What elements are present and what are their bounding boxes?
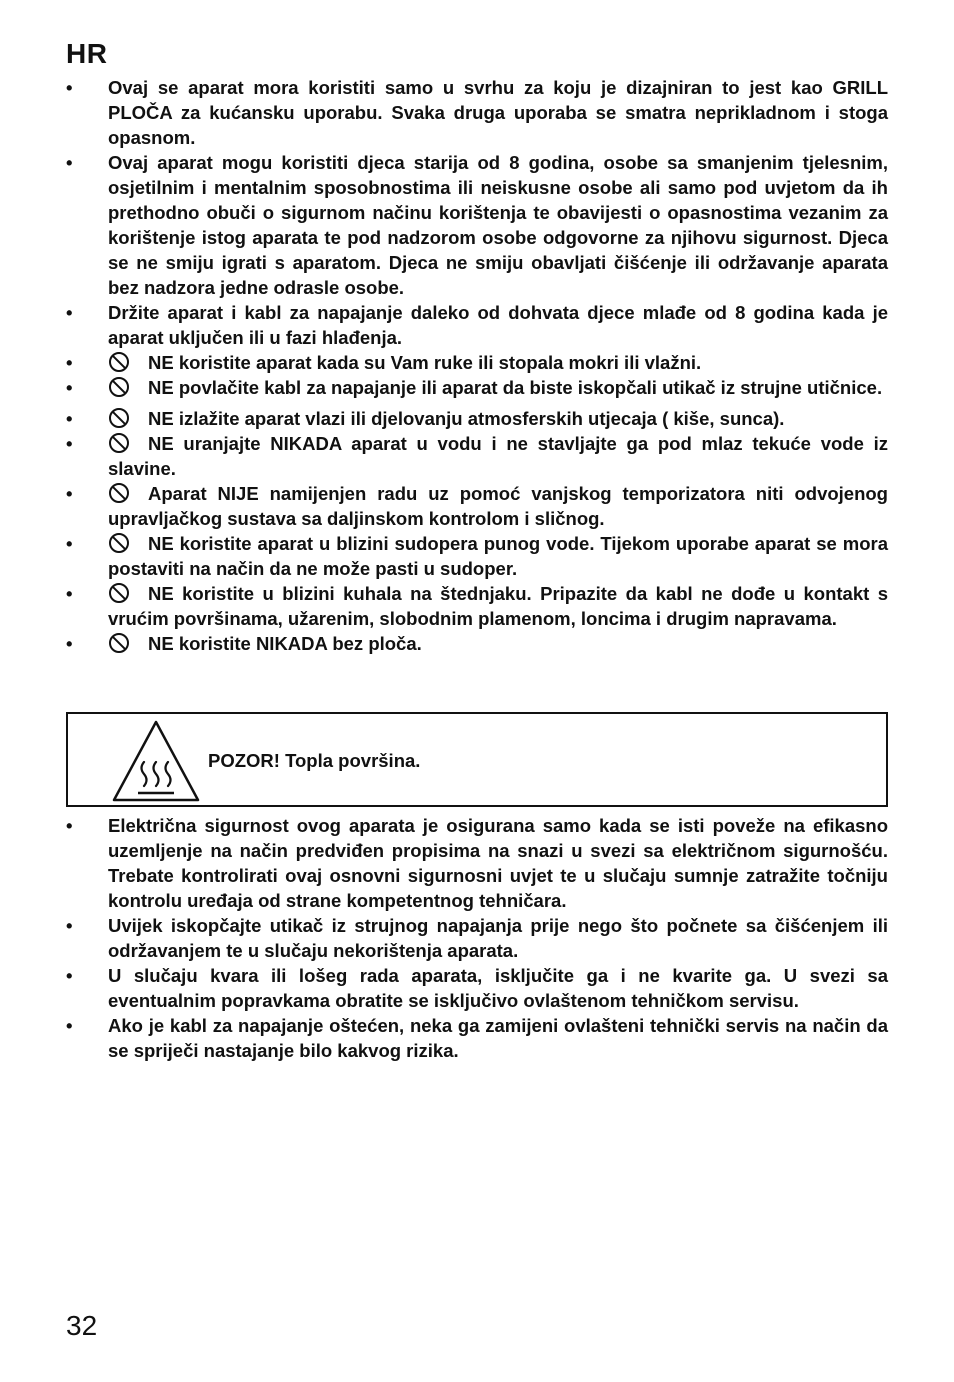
item-text: Ako je kabl za napajanje oštećen, neka ga zamijeni ovlašteni tehnički servis na način da se spriječi nastajanje bilo kakvog rizika.: [108, 1015, 888, 1061]
list-item: [66, 431, 888, 481]
bullet: •: [66, 77, 73, 98]
bullet: •: [66, 533, 73, 554]
prohibition-icon: [108, 482, 130, 504]
bullet: •: [66, 377, 73, 398]
item-text: Ovaj se aparat mora koristiti samo u svrhu za koju je dizajniran to jest kao GRILL PLOČA za kućansku uporabu. Svaka druga uporaba se smatra neprikladnom i stoga opasnom.: [108, 77, 888, 148]
warning-text: POZOR! Topla površina.: [208, 750, 421, 771]
item-text: NE povlačite kabl za napajanje ili aparat da biste iskopčali utikač iz strujne utičnice.: [148, 377, 883, 398]
item-text: U slučaju kvara ili lošeg rada aparata, isključite ga i ne kvarite ga. U svezi sa eventualnim popravkama obratite se isključivo ovlaštenom tehničkom servisu.: [108, 965, 888, 1011]
item-text: Ovaj aparat mogu koristiti djeca starija od 8 godina, osobe sa smanjenim tjelesnim, osjetilnim i mentalnim sposobnostima ili neiskusne osobe ali samo pod uvjetom da ih prethodno obuči o sigurnom načinu korištenja te obavijesti o opasnostima vezanim za korištenje istog aparata te pod nadzorom osobe odgovorne za njihovu sigurnost. Djeca se ne smiju igrati s aparatom. Djeca ne smiju obavljati čišćenje ili održavanje aparata bez nadzora jedne odrasle osobe.: [108, 152, 888, 298]
bullet: •: [66, 815, 73, 836]
bullet: •: [66, 152, 73, 173]
list-item: [66, 150, 888, 300]
list-item: [66, 75, 888, 150]
prohibition-icon: [108, 351, 130, 373]
bullet: •: [66, 965, 73, 986]
item-text: Aparat NIJE namijenjen radu uz pomoć vanjskog temporizatora niti odvojenog upravljačkog sustava sa daljinskom kontrolom i sličnog.: [108, 483, 888, 529]
list-item: [66, 631, 888, 656]
prohibition-icon: [108, 532, 130, 554]
prohibition-icon: [108, 632, 130, 654]
list-item: [66, 581, 888, 631]
bullet: •: [66, 1015, 73, 1036]
list-item: [66, 350, 888, 375]
bullet: •: [66, 483, 73, 504]
hot-surface-warning-icon: [110, 718, 202, 802]
safety-list-bottom: [66, 813, 888, 1063]
list-item: [66, 1013, 888, 1063]
prohibition-icon: [108, 407, 130, 429]
item-text: NE koristite u blizini kuhala na štednjaku. Pripazite da kabl ne dođe u kontakt s vrućim površinama, užarenim, slobodnim plamenom, loncima i drugim napravama.: [108, 583, 888, 629]
list-item: [66, 913, 888, 963]
hot-surface-warning-box: [66, 712, 888, 807]
item-text: NE koristite aparat u blizini sudopera punog vode. Tijekom uporabe aparat se mora postaviti na način da ne može pasti u sudoper.: [108, 533, 888, 579]
list-item: [66, 375, 888, 400]
list-item: [66, 813, 888, 913]
item-text: Električna sigurnost ovog aparata je osigurana samo kada se isti poveže na efikasno uzemljenje na način predviđen propisima na snazi u svezi sa električnom sigurnošću. Trebate kontrolirati ovaj osnovni sigurnosni uvjet te u slučaju sumnje zatražite točniju kontrolu uređaja od strane kompetentnog tehničara.: [108, 815, 888, 911]
item-text: NE koristite NIKADA bez ploča.: [148, 633, 422, 654]
bullet: •: [66, 915, 73, 936]
item-text: NE koristite aparat kada su Vam ruke ili stopala mokri ili vlažni.: [148, 352, 702, 373]
bullet: •: [66, 433, 73, 454]
item-text: NE uranjajte NIKADA aparat u vodu i ne stavljajte ga pod mlaz tekuće vode iz slavine.: [108, 433, 888, 479]
list-item: [66, 963, 888, 1013]
bullet: •: [66, 408, 73, 429]
item-text: Držite aparat i kabl za napajanje daleko od dohvata djece mlađe od 8 godina kada je aparat uključen ili u fazi hlađenja.: [108, 302, 888, 348]
list-item: [66, 406, 888, 431]
item-text: Uvijek iskopčajte utikač iz strujnog napajanja prije nego što počnete sa čišćenjem ili održavanjem te u slučaju nekorištenja aparata.: [108, 915, 888, 961]
bullet: •: [66, 302, 73, 323]
bullet: •: [66, 633, 73, 654]
language-code: HR: [66, 38, 108, 69]
prohibition-icon: [108, 432, 130, 454]
list-item: [66, 531, 888, 581]
list-item: [66, 481, 888, 531]
safety-list-top: [66, 75, 888, 656]
item-text: NE izlažite aparat vlazi ili djelovanju atmosferskih utjecaja ( kiše, sunca).: [148, 408, 785, 429]
bullet: •: [66, 583, 73, 604]
bullet: •: [66, 352, 73, 373]
prohibition-icon: [108, 376, 130, 398]
page-number: 32: [66, 1310, 98, 1341]
prohibition-icon: [108, 582, 130, 604]
list-item: [66, 300, 888, 350]
